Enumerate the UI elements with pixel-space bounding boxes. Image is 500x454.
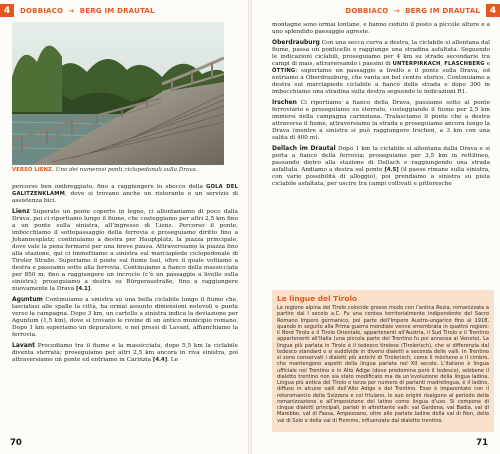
page-number: 71 (476, 438, 488, 448)
text-segment: ; superiamo un passaggio a livello e il ponte sulla Drava, ed entriamo a Oberdrauburg, che vanta un bel centro storico. Continuiamo a destra sul marciapiede ciclabile a fianco della strada e dopo 300 m imbocchiamo una stradina sulla destra seguendo le indicazioni R1. (272, 67, 490, 96)
text-segment: . (90, 286, 93, 293)
right-running-header (339, 4, 500, 17)
photo-caption (12, 167, 236, 174)
place-name: FLASCHBERG (444, 60, 485, 67)
paragraph (272, 145, 490, 188)
arrow-right-icon: → (391, 6, 403, 15)
section-lead: Aguntum (12, 295, 43, 303)
paragraph (272, 99, 490, 142)
section-lead: Irschen (272, 98, 297, 106)
place-name: GOLA DEL GALITZENKLAMM (12, 184, 238, 198)
paragraph (12, 208, 238, 294)
place-name: ÖTTING (272, 67, 296, 74)
sidebar-title: Le lingue del Tirolo (277, 294, 358, 303)
running-title-start: DOBBIACO (20, 6, 64, 15)
section-lead: Dellach im Drautal (272, 144, 336, 152)
section-lead: Lavant (12, 341, 35, 349)
language-sidebar-box (272, 290, 494, 432)
bridge-photo-image (12, 22, 224, 165)
bridge-photo (12, 22, 224, 165)
left-running-header (0, 4, 161, 17)
text-segment: Ci riportiamo a fianco della Drava, passiamo sotto al ponte ferroviario e proseguiamo su sterrato, costeggiando il fiume per 2,5 km immersi nella campagna carinziana. Tralasciamo il ponte che a destra attraversa il fiume, attraversiamo la strada e proseguiamo ancora lungo la Drava (mentre a sinistra si può raggiungere Irschen, a 3 km con una salita di 400 m). (272, 99, 490, 141)
right-page (252, 0, 500, 454)
place-name: UNTERPIRKACH (392, 60, 441, 67)
text-segment: Superato un ponte coperto in legno, ci allontaniamo di poco dalla Drava, poi ci riportiamo lungo il fiume, che costeggiamo per altri 2,5 km fino a un ponte sulla sinistra, all’ingresso di Lienz. Percorso il ponte, imbocchiamo il sottopassaggio della ferrovia e proseguiamo diritto fino a Johannesplatz; continuiamo a destra per Hauptplatz, la piazza principale, dove vale la pena fermarsi per una breve pausa. Attraversiamo la piazza fino alla stazione, qui ci immettiamo a sinistra sul marciapiede ciclopedonale di Tiroler Straße. Superiamo il ponte sul fiume Isel, oltre il quale voltiamo a destra e passiamo sotto alla ferrovia. Continuiamo a fianco della massicciata per 850 m, fino a raggiungere un incrocio (c’è un passaggio a livello sulla sinistra); proseguiamo a destra su Bürgeraustraße, fino a raggiungere nuovamente la Drava (12, 208, 238, 293)
text-segment: Continuiamo a sinistra su una bella ciclabile lungo il fiume che, lasciatasi alle spalle la città, ha ormai assunto dimensioni notevoli e punta verso la campagna. Dopo 3 km, un cartello a sinistra indica la deviazione per Aguntum (1,5 km), dove si trovano le rovine di un antico municipio romano. Dopo 1 km superiamo un depuratore, e nei pressi di Lavant, affianchiamo la ferrovia. (12, 296, 238, 339)
map-reference: [4.4] (152, 356, 168, 363)
running-title-start: DOBBIACO (345, 6, 389, 15)
map-reference: [4.5] (384, 166, 399, 173)
page-number: 70 (10, 438, 22, 448)
running-title (14, 7, 161, 15)
text-segment: Procediamo tra il fiume e la massicciata, dopo 5,5 km la ciclabile diventa sterrata; proseguiamo per altri 2,5 km ancora in riva sinistra, poi attraversiamo un ponte ed entriamo in Carinzia (12, 342, 238, 363)
section-lead: Oberdrauburg (272, 38, 320, 46)
text-segment: , (440, 60, 445, 67)
text-segment: Con una secca curva a destra, la ciclabile si allontana dal fiume, passa un ponticello e raggiunge una stradina asfaltata. Seguendo le indicazioni ciclabili, proseguiamo per 4 km su strade secondarie tra campi di mais, attraversando i paesini di (272, 39, 490, 67)
right-body-text (272, 22, 490, 190)
paragraph (272, 22, 490, 36)
section-lead: Lienz (12, 207, 30, 215)
text-segment: percorso ben ombreggiato, fino a raggiungere lo sbocco della (12, 184, 207, 190)
text-segment: e (484, 60, 490, 67)
sidebar-text: La regione alpina del Tirolo coincide grosso modo con l’antica Rezia, romanizzata a partire dal I secolo a.C. Fu una contea territorialmente indipendente del Sacro Romano Impero germanico, poi parte dell’Impero Austro-ungarico fino al 1918, quando in seguito alla Prima guerra mondiale venne smembrata in quattro regioni: il Nord Tirolo e il Tirolo Orientale, appartenenti all’Austria, il Sud Tirolo e il Trentino appartenenti all’Italia (una piccola parte del Trentino fu poi annessa al Veneto). La lingua più parlata in Tirolo è il tedesco tirolese (Tirolerisch), che si differenzia dal tedesco standard e si suddivide in diversi dialetti a seconda delle valli. In Trentino si sono conservati i dialetti più antichi di Tirolerisch, come il mòcheno e il cimbro, che mantengono aspetti della lingua parlata nel XII secolo. L’italiano è lingua ufficiale nel Trentino e in Alto Adige (dove predomina però il tedesco), sebbene il dialetto trentino non sia stato modificato ma da un’evoluzione della lingua ladina. Lingua più antica del Tirolo e terza per numero di parlanti madrelingua, è il ladino, diffuso in alcune valli dell’Alto Adige e del Trentino. Esso è imparentato con il retoromancio della Svizzera e col friulano, le sue origini risalgono al periodo della romanizzazione e all’imposizione del latino come lingua d’uso. Si compone di cinque dialetti principali, parlati in altrettante valli: val Gardena, val Badia, val di Marebbe, val di Fassa, Ampezzano, oltre alle parlate ladine della val di Non, della val di Sole e della val di Fiemme, influenzate dal dialetto trentino. (277, 305, 489, 424)
paragraph (272, 39, 490, 96)
text-segment: . Le (167, 356, 179, 363)
paragraph (12, 184, 238, 205)
text-segment: (il paese rimane sulla sinistra, con varie possibilità di alloggio), poi prendiamo a sinistra su pista ciclabile asfaltata, per uscire tra campi coltivati e pittoresche (272, 166, 490, 187)
text-segment: , dove si trovano anche un ristorante e un servizio di assistenza bici. (12, 191, 238, 205)
paragraph (12, 342, 238, 364)
map-reference: [4.1] (76, 286, 91, 293)
chapter-number-badge: 4 (0, 4, 14, 17)
running-title-end: BERG IM DRAUTAL (405, 6, 480, 15)
caption-lead: VERSO LIENZ. (12, 167, 54, 173)
paragraph (12, 296, 238, 339)
left-body-text (12, 184, 238, 367)
text-segment: Dopo 1 km la ciclabile si allontana dalla Drava e si porta a fianco della ferrovia; proseguiamo per 3,5 km in rettilineo, passando dietro alla stazione di Dellach e raggiungendo una strada asfaltata. Andiamo a destra sul ponte (272, 145, 491, 173)
running-title-end: BERG IM DRAUTAL (79, 6, 155, 15)
left-page (0, 0, 248, 454)
caption-text: Uno dei numerosi ponti ciclopedonali sulla Drava. (55, 167, 198, 173)
running-title (339, 7, 486, 15)
chapter-number-badge: 4 (486, 4, 500, 17)
arrow-right-icon: → (65, 6, 78, 15)
text-segment: montagne sono ormai lontane, e hanno ceduto il posto a piccole alture e a uno splendido paesaggio agreste. (272, 22, 490, 36)
